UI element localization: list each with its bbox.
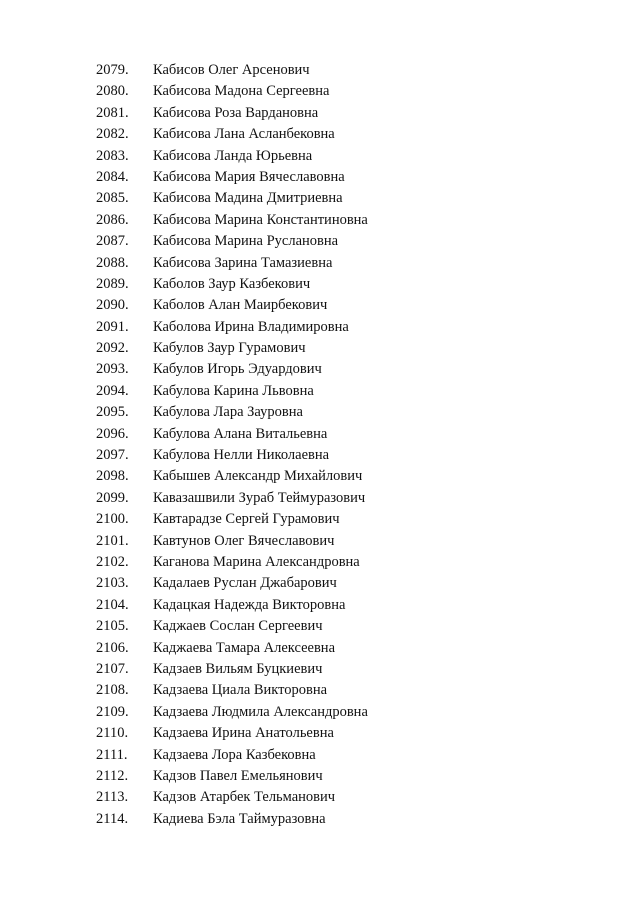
entry-name: Кабисова Мадина Дмитриевна: [153, 190, 343, 207]
entry-number: 2109.: [96, 703, 129, 720]
entry-name: Каджаев Сослан Сергеевич: [153, 618, 323, 635]
entry-number: 2110.: [96, 725, 129, 742]
list-item: [96, 511, 368, 532]
entry-name: Кабисова Марина Руслановна: [153, 233, 339, 250]
entry-number: 2081.: [96, 104, 129, 121]
entry-name: Кабулова Нелли Николаевна: [153, 447, 330, 464]
entry-number: 2082.: [96, 126, 129, 143]
entry-number: 2088.: [96, 254, 129, 271]
list-item: [96, 575, 368, 596]
list-item: [96, 811, 368, 832]
entry-name: Кадзов Атарбек Тельманович: [153, 789, 336, 806]
entry-name: Каболов Алан Маирбекович: [153, 297, 328, 314]
entry-name: Кабышев Александр Михайлович: [153, 468, 363, 485]
entry-number: 2094.: [96, 382, 129, 399]
list-item: [96, 361, 368, 382]
entry-number: 2105.: [96, 618, 129, 635]
entry-name: Кабисова Лана Асланбековна: [153, 126, 335, 143]
entry-name: Кадацкая Надежда Викторовна: [153, 596, 346, 613]
list-item: [96, 618, 368, 639]
entry-name: Кабулова Лара Зауровна: [153, 404, 303, 421]
entry-number: 2112.: [96, 767, 129, 784]
entry-name: Кабисова Зарина Тамазиевна: [153, 254, 333, 271]
entry-number: 2097.: [96, 447, 129, 464]
list-item: [96, 212, 368, 233]
entry-name: Кабисова Мария Вячеславовна: [153, 168, 345, 185]
list-item: [96, 276, 368, 297]
entry-number: 2106.: [96, 639, 129, 656]
entry-name: Каганова Марина Александровна: [153, 553, 360, 570]
entry-number: 2091.: [96, 318, 129, 335]
entry-number: 2090.: [96, 297, 129, 314]
entry-name: Кабисова Роза Вардановна: [153, 104, 319, 121]
entry-name: Каджаева Тамара Алексеевна: [153, 639, 336, 656]
list-item: [96, 490, 368, 511]
entry-name: Кадзаева Циала Викторовна: [153, 682, 328, 699]
list-item: [96, 169, 368, 190]
entry-name: Кадиева Бэла Таймуразовна: [153, 810, 326, 827]
entry-number: 2113.: [96, 789, 129, 806]
list-item: [96, 404, 368, 425]
entry-name: Кадзаева Лора Казбековна: [153, 746, 316, 763]
entry-name: Кабисова Марина Константиновна: [153, 211, 368, 228]
entry-number: 2086.: [96, 211, 129, 228]
list-item: [96, 233, 368, 254]
list-item: [96, 340, 368, 361]
list-item: [96, 468, 368, 489]
entry-number: 2104.: [96, 596, 129, 613]
entry-number: 2096.: [96, 425, 129, 442]
entry-name: Кавтарадзе Сергей Гурамович: [153, 511, 340, 528]
list-item: [96, 533, 368, 554]
list-item: [96, 255, 368, 276]
entry-name: Каболова Ирина Владимировна: [153, 318, 349, 335]
entry-number: 2101.: [96, 532, 129, 549]
list-item: [96, 768, 368, 789]
entry-number: 2114.: [96, 810, 129, 827]
entry-number: 2087.: [96, 233, 129, 250]
list-item: [96, 640, 368, 661]
list-item: [96, 190, 368, 211]
entry-number: 2100.: [96, 511, 129, 528]
list-item: [96, 682, 368, 703]
entry-number: 2079.: [96, 62, 129, 78]
entry-number: 2098.: [96, 468, 129, 485]
entry-name: Кадзаев Вильям Буцкиевич: [153, 660, 323, 677]
entry-number: 2103.: [96, 575, 129, 592]
list-item: [96, 661, 368, 682]
entry-name: Кадзов Павел Емельянович: [153, 767, 323, 784]
entry-name: Кадзаева Ирина Анатольевна: [153, 725, 334, 742]
entry-name: Кабулов Заур Гурамович: [153, 340, 306, 357]
entry-number: 2102.: [96, 553, 129, 570]
entry-number: 2092.: [96, 340, 129, 357]
entry-name: Кабисова Мадона Сергеевна: [153, 83, 330, 100]
entry-name: Кавазашвили Зураб Теймуразович: [153, 489, 366, 506]
entry-number: 2099.: [96, 489, 129, 506]
entry-name: Кабулов Игорь Эдуардович: [153, 361, 322, 378]
list-item: [96, 319, 368, 340]
list-item: [96, 105, 368, 126]
entry-number: 2084.: [96, 168, 129, 185]
name-list: [96, 62, 368, 832]
entry-name: Кадзаева Людмила Александровна: [153, 703, 368, 720]
list-item: [96, 83, 368, 104]
entry-name: Кабисов Олег Арсенович: [153, 62, 310, 78]
list-item: [96, 126, 368, 147]
entry-name: Кавтунов Олег Вячеславович: [153, 532, 335, 549]
entry-number: 2111.: [96, 746, 128, 763]
list-item: [96, 297, 368, 318]
entry-number: 2083.: [96, 147, 129, 164]
entry-number: 2089.: [96, 275, 129, 292]
entry-number: 2107.: [96, 660, 129, 677]
list-item: [96, 447, 368, 468]
list-item: [96, 725, 368, 746]
list-item: [96, 62, 368, 83]
list-item: [96, 789, 368, 810]
list-item: [96, 426, 368, 447]
list-item: [96, 597, 368, 618]
list-item: [96, 383, 368, 404]
list-item: [96, 704, 368, 725]
entry-name: Кабисова Ланда Юрьевна: [153, 147, 313, 164]
entry-name: Каболов Заур Казбекович: [153, 275, 311, 292]
entry-name: Кабулова Карина Львовна: [153, 382, 314, 399]
list-item: [96, 747, 368, 768]
entry-number: 2095.: [96, 404, 129, 421]
entry-number: 2080.: [96, 83, 129, 100]
entry-name: Кадалаев Руслан Джабарович: [153, 575, 337, 592]
list-item: [96, 554, 368, 575]
entry-number: 2085.: [96, 190, 129, 207]
entry-number: 2108.: [96, 682, 129, 699]
entry-name: Кабулова Алана Витальевна: [153, 425, 328, 442]
entry-number: 2093.: [96, 361, 129, 378]
list-item: [96, 148, 368, 169]
